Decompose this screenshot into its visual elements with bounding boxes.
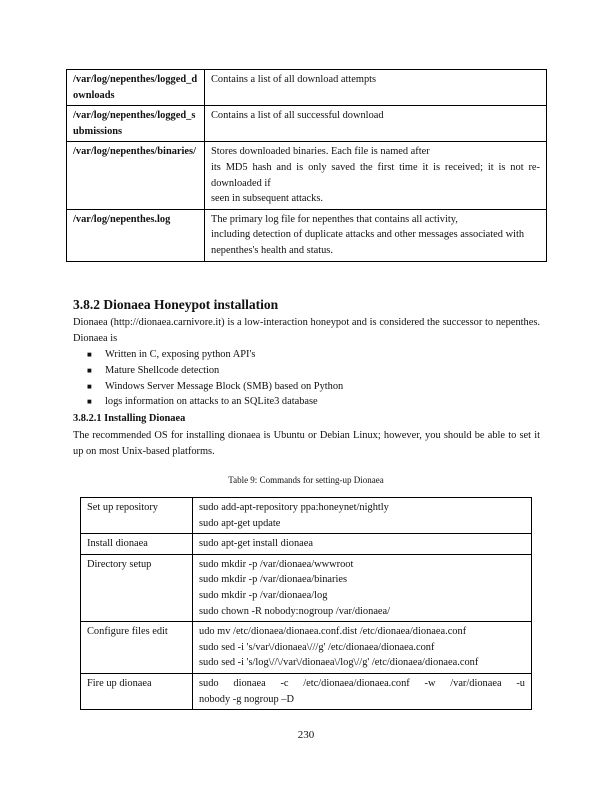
bullet-icon: ■	[87, 350, 92, 359]
log-description-cell: The primary log file for nepenthes that contains all activity, including detection of duplicate attacks and other messages associated with nepenthes's health and status.	[205, 209, 547, 261]
list-item: ■ Windows Server Message Block (SMB) based on Python	[73, 379, 540, 395]
step-cell: Fire up dionaea	[81, 673, 193, 709]
log-path-cell: /var/log/nepenthes/logged_submissions	[67, 106, 205, 142]
command-cell: sudo dionaea -c /etc/dionaea/dionaea.conf -w /var/dionaea -u nobody -g nogroup –D	[193, 673, 532, 709]
step-cell: Directory setup	[81, 554, 193, 621]
page-number: 230	[297, 729, 315, 741]
list-item: ■ Mature Shellcode detection	[73, 363, 540, 379]
table-row	[81, 622, 532, 674]
section-heading: 3.8.2 Dionaea Honeypot installation	[73, 297, 279, 312]
log-path-cell: /var/log/nepenthes.log	[67, 209, 205, 261]
table-row	[67, 209, 547, 261]
subsection-heading: 3.8.2.1 Installing Dionaea	[73, 413, 186, 424]
log-description-cell: Contains a list of all successful download	[205, 106, 547, 142]
list-item: ■ Written in C, exposing python API's	[73, 347, 540, 363]
table-row	[81, 534, 532, 555]
log-description-cell: Stores downloaded binaries. Each file is named after its MD5 hash and is only saved the first time it is received; it is not re-downloaded if seen in subsequent attacks.	[205, 142, 547, 209]
table-row	[67, 142, 547, 209]
table-row	[81, 498, 532, 534]
command-cell: sudo apt-get install dionaea	[193, 534, 532, 555]
feature-list	[73, 347, 540, 410]
log-files-table	[66, 69, 547, 262]
command-cell: sudo add-apt-repository ppa:honeynet/nightly sudo apt-get update	[193, 498, 532, 534]
os-paragraph: The recommended OS for installing dionaea is Ubuntu or Debian Linux; however, you should be able to set it up on most Unix-based platforms.	[73, 430, 540, 457]
intro-paragraph: Dionaea (http://dionaea.carnivore.it) is a low-interaction honeypot and is considered the successor to nepenthes. Dionaea is	[73, 317, 540, 344]
table-row	[81, 673, 532, 709]
bullet-icon: ■	[87, 365, 92, 375]
log-path-cell: /var/log/nepenthes/binaries/	[67, 142, 205, 209]
log-description-cell: Contains a list of all download attempts	[205, 70, 547, 106]
step-cell: Install dionaea	[81, 534, 193, 555]
command-cell: sudo mkdir -p /var/dionaea/wwwroot sudo mkdir -p /var/dionaea/binaries sudo mkdir -p /var/dionaea/log sudo chown -R nobody:nogroup /var/dionaea/	[193, 554, 532, 621]
table-row	[81, 554, 532, 621]
command-cell: udo mv /etc/dionaea/dionaea.conf.dist /etc/dionaea/dionaea.conf sudo sed -i 's/var\/dionaea\///g' /etc/dionaea/dionaea.conf sudo sed -i 's/log\//\/var\/dionaea\/log\//g' /etc/dionaea/dionaea.conf	[193, 622, 532, 674]
table-row	[67, 70, 547, 106]
log-path-cell: /var/log/nepenthes/logged_downloads	[67, 70, 205, 106]
step-cell: Configure files edit	[81, 622, 193, 674]
bullet-icon: ■	[87, 381, 92, 391]
table-row	[67, 106, 547, 142]
list-item: ■ logs information on attacks to an SQLite3 database	[73, 394, 540, 410]
commands-table	[80, 497, 532, 710]
step-cell: Set up repository	[81, 498, 193, 534]
table-caption: Table 9: Commands for setting-up Dionaea	[228, 475, 384, 485]
bullet-icon: ■	[87, 397, 92, 407]
